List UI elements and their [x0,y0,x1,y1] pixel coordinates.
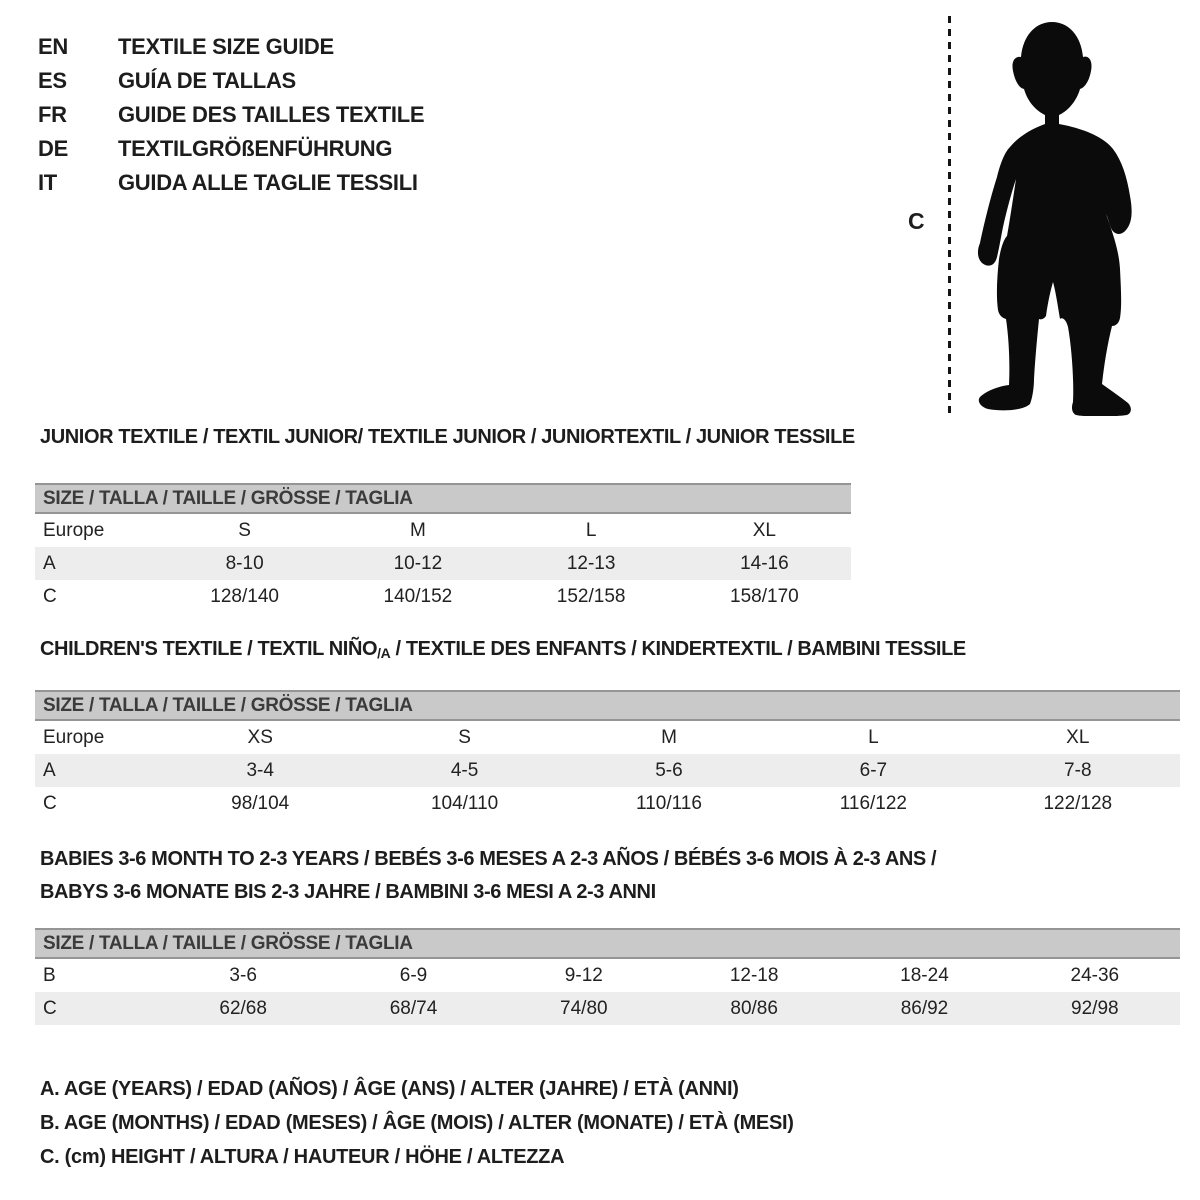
size-value-cell: S [458,726,471,748]
size-value-cell: 116/122 [839,792,907,814]
language-code: IT [38,170,57,195]
size-value-cell: L [868,726,879,748]
size-value-cell: 80/86 [730,997,778,1019]
size-value-cell: 152/158 [556,585,626,607]
size-value-cell: 3-6 [229,964,257,986]
size-value-cell: S [238,519,251,541]
table-row [35,547,851,580]
size-header-bar: SIZE / TALLA / TAILLE / GRÖSSE / TAGLIA [35,928,1180,959]
size-value-cell: 122/128 [1043,792,1113,814]
language-row [38,30,424,64]
size-value-cell: 74/80 [560,997,608,1019]
size-value-cell: 12-13 [566,552,616,574]
size-value-cell: 6-7 [859,759,888,781]
children-title-text: CHILDREN'S TEXTILE / TEXTIL NIÑO [40,638,378,660]
row-label: C [43,585,57,607]
size-value-cell: 158/170 [730,585,799,607]
children-title-text: / TEXTILE DES ENFANTS / KINDERTEXTIL / BAMBINI TESSILE [390,638,966,660]
size-value-cell: XL [752,519,776,541]
size-value-cell: 4-5 [450,759,479,781]
guide-title: GUIDA ALLE TAGLIE TESSILI [118,170,418,195]
row-label: A [43,552,56,574]
size-value-cell: 18-24 [900,964,949,986]
size-value-cell: M [661,726,677,748]
size-value-cell: 104/110 [430,792,499,814]
row-label: C [43,792,57,814]
junior-section-title: JUNIOR TEXTILE / TEXTIL JUNIOR/ TEXTILE JUNIOR / JUNIORTEXTIL / JUNIOR TESSILE [40,426,855,448]
size-value-cell: 10-12 [393,552,443,574]
children-table [35,721,1180,820]
height-measure-label: C [908,208,925,234]
table-row [35,514,851,547]
size-value-cell: 62/68 [219,997,267,1019]
size-value-cell: 8-10 [225,552,264,574]
babies-title-line2: BABYS 3-6 MONATE BIS 2-3 JAHRE / BAMBINI 3-6 MESI A 2-3 ANNI [40,881,656,903]
junior-table [35,514,851,613]
legend [40,1072,794,1174]
language-row [38,166,424,200]
children-section-title [40,638,966,661]
language-code: ES [38,68,67,93]
size-value-cell: 12-18 [729,964,779,986]
row-label: Europe [43,519,105,541]
language-code: EN [38,34,68,59]
language-row [38,132,424,166]
size-value-cell: 3-4 [246,759,274,781]
size-value-cell: XL [1066,726,1090,748]
size-value-cell: 7-8 [1064,759,1092,781]
size-value-cell: 98/104 [231,792,290,814]
height-figure [900,12,1162,426]
junior-size-table [35,483,851,613]
legend-line-b: B. AGE (MONTHS) / EDAD (MESES) / ÂGE (MOIS) / ALTER (MONATE) / ETÀ (MESI) [40,1112,794,1134]
size-value-cell: 68/74 [389,997,438,1019]
size-value-cell: 92/98 [1071,997,1119,1019]
size-value-cell: L [585,519,597,541]
legend-line-a: A. AGE (YEARS) / EDAD (AÑOS) / ÂGE (ANS) / ALTER (JAHRE) / ETÀ (ANNI) [40,1078,739,1100]
babies-section-title [40,843,936,909]
legend-line-c: C. (cm) HEIGHT / ALTURA / HAUTEUR / HÖHE / ALTEZZA [40,1146,565,1168]
size-value-cell: 5-6 [655,759,683,781]
babies-title-line1: BABIES 3-6 MONTH TO 2-3 YEARS / BEBÉS 3-6 MESES A 2-3 AÑOS / BÉBÉS 3-6 MOIS À 2-3 ANS / [40,848,937,870]
toddler-silhouette [964,18,1134,416]
size-value-cell: 86/92 [900,997,949,1019]
size-header-bar: SIZE / TALLA / TAILLE / GRÖSSE / TAGLIA [35,483,851,514]
babies-size-table [35,928,1180,1025]
size-value-cell: M [409,519,426,541]
guide-title: GUÍA DE TALLAS [118,68,296,93]
children-size-table [35,690,1180,820]
size-value-cell: 140/152 [383,585,453,607]
language-title-list [38,30,424,200]
language-row [38,98,424,132]
size-value-cell: 14-16 [740,552,789,574]
children-title-suffix: /A [377,645,391,661]
table-row [35,754,1180,787]
size-value-cell: 128/140 [210,585,279,607]
size-value-cell: 6-9 [399,964,428,986]
language-row [38,64,424,98]
table-row [35,992,1180,1025]
height-measure-line [948,16,951,418]
size-value-cell: 9-12 [564,964,603,986]
guide-title: GUIDE DES TAILLES TEXTILE [118,102,425,127]
table-row [35,959,1180,992]
language-code: FR [38,102,67,127]
row-label: Europe [43,726,105,748]
size-value-cell: 110/116 [636,792,702,814]
guide-title: TEXTILE SIZE GUIDE [118,34,334,59]
table-row [35,787,1180,820]
language-code: DE [38,136,68,161]
row-label: A [43,759,56,781]
table-row [35,721,1180,754]
row-label: C [43,997,57,1019]
size-value-cell: 24-36 [1070,964,1120,986]
babies-table [35,959,1180,1025]
size-value-cell: XS [247,726,273,748]
row-label: B [43,964,56,986]
table-row [35,580,851,613]
size-header-bar: SIZE / TALLA / TAILLE / GRÖSSE / TAGLIA [35,690,1180,721]
guide-title: TEXTILGRÖßENFÜHRUNG [118,136,393,161]
